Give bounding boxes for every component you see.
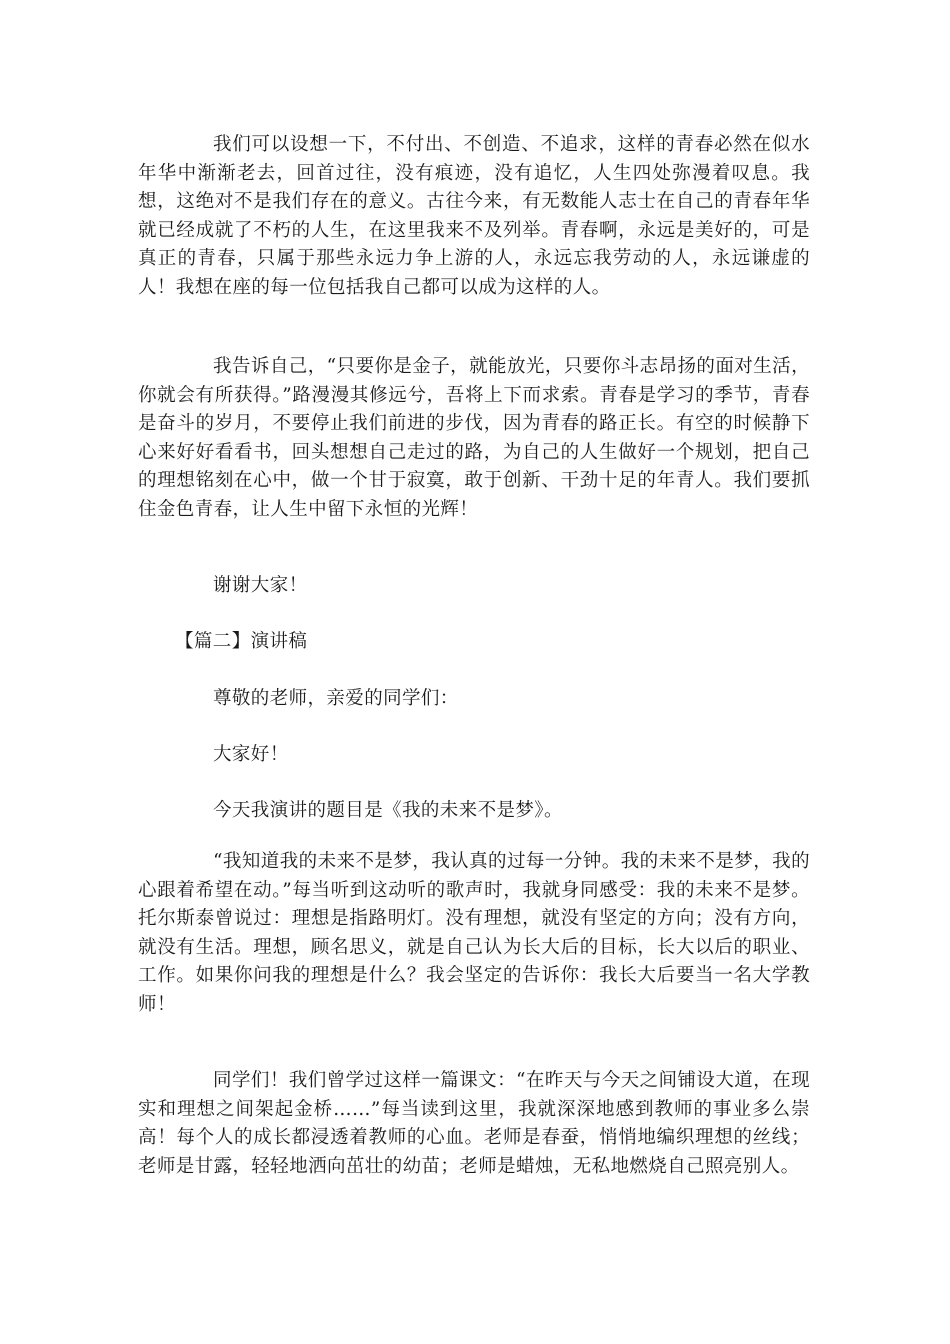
paragraph-teacher-praise: 同学们！我们曾学过这样一篇课文：“在昨天与今天之间铺设大道，在现实和理想之间架起金桥……”每当读到这里，我就深深地感到教师的事业多么崇高！每个人的成长都浸透着教师的心血。老师是春蚕，悄悄地编织理想的丝线；老师是甘露，轻轻地洒向茁壮的幼苗；老师是蜡烛，无私地燃烧自己照亮别人。 xyxy=(138,1070,810,1177)
paragraph-dream-song: “我知道我的未来不是梦，我认真的过每一分钟。我的未来不是梦，我的心跟着希望在动。”每当听到这动听的歌声时，我就身同感受：我的未来不是梦。托尔斯泰曾说过：理想是指路明灯。没有理想，就没有坚定的方向；没有方向，就没有生活。理想，顾名思义，就是自己认为长大后的目标，长大以后的职业、工作。如果你问我的理想是什么？我会坚定的告诉你：我长大后要当一名大学教师！ xyxy=(138,851,810,1015)
paragraph-youth-reflection: 我们可以设想一下，不付出、不创造、不追求，这样的青春必然在似水年华中渐渐老去，回首过往，没有痕迹，没有追忆，人生四处弥漫着叹息。我想，这绝对不是我们存在的意义。古往今来，有无数能人志士在自己的青春年华就已经成就了不朽的人生，在这里我来不及列举。青春啊，永远是美好的，可是真正的青春，只属于那些永远力争上游的人，永远忘我劳动的人，永远谦虚的人！我想在座的每一位包括我自己都可以成为这样的人。 xyxy=(138,134,810,298)
paragraph-self-motivation: 我告诉自己，“只要你是金子，就能放光，只要你斗志昂扬的面对生活，你就会有所获得。”路漫漫其修远兮，吾将上下而求索。青春是学习的季节，青春是奋斗的岁月，不要停止我们前进的步伐，因为青春的路正长。有空的时候静下心来好好看看书，回头想想自己走过的路，为自己的人生做好一个规划，把自己的理想铭刻在心中，做一个甘于寂寞，敢于创新、干劲十足的年青人。我们要抓住金色青春，让人生中留下永恒的光辉！ xyxy=(138,356,810,520)
salutation: 尊敬的老师，亲爱的同学们： xyxy=(213,688,459,709)
greeting: 大家好！ xyxy=(213,744,289,765)
closing-thanks: 谢谢大家！ xyxy=(213,575,308,596)
section-heading: 【篇二】演讲稿 xyxy=(175,631,308,652)
speech-topic: 今天我演讲的题目是《我的未来不是梦》。 xyxy=(213,800,563,821)
